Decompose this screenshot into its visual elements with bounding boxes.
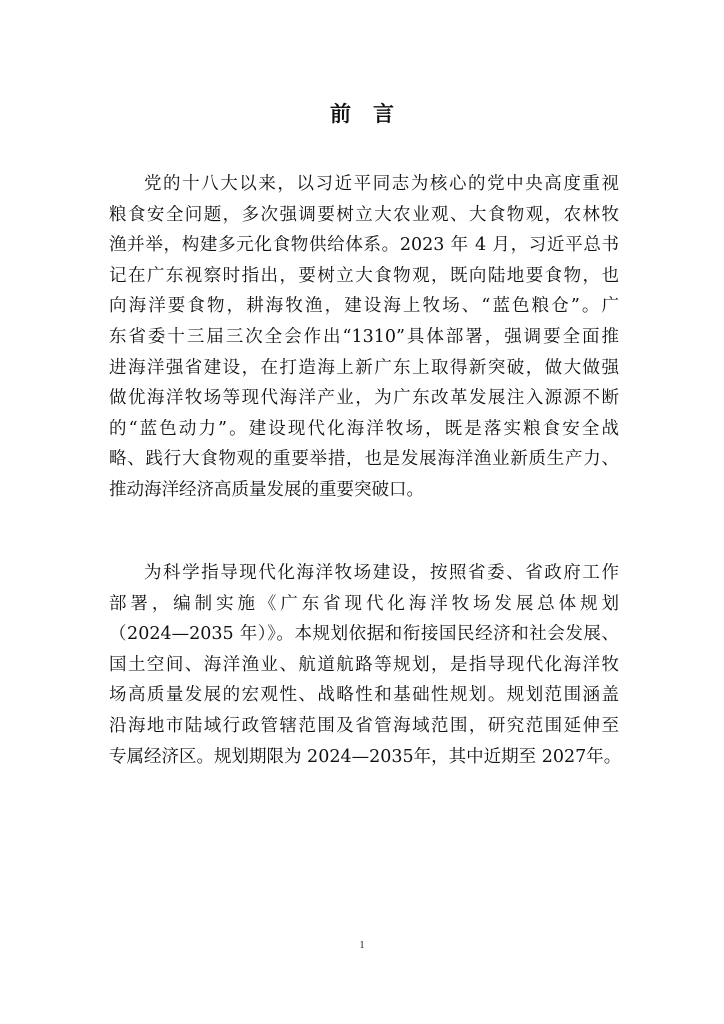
title-char-2: 言 xyxy=(373,101,394,126)
paragraph-line: 国土空间、海洋渔业、航道航路等规划，是指导现代化海洋牧 xyxy=(109,654,619,675)
paragraph-line: 略、践行大食物观的重要举措，也是发展海洋渔业新质生产力、 xyxy=(109,449,619,470)
paragraph-line: 向海洋要食物，耕海牧渔，建设海上牧场、“蓝色粮仓”。广 xyxy=(109,296,619,317)
paragraph-line: 推动海洋经济高质量发展的重要突破口。 xyxy=(109,479,424,500)
paragraph-line: 场高质量发展的宏观性、战略性和基础性规划。规划范围涵盖 xyxy=(109,685,619,706)
paragraph-line: 部署，编制实施《广东省现代化海洋牧场发展总体规划 xyxy=(109,593,619,614)
paragraph-1 xyxy=(109,169,619,506)
paragraph-line: 专属经济区。规划期限为 2024—2035年，其中近期至 2027年。 xyxy=(109,746,622,767)
paragraph-line: 记在广东视察时指出，要树立大食物观，既向陆地要食物，也 xyxy=(109,265,619,286)
paragraph-line: （2024—2035 年）》。本规划依据和衔接国民经济和社会发展、 xyxy=(109,624,619,645)
page-number: 1 xyxy=(359,940,365,951)
paragraph-line: 东省委十三届三次全会作出“1310”具体部署，强调要全面推 xyxy=(109,326,619,347)
title-char-1: 前 xyxy=(330,101,351,126)
paragraph-line: 为科学指导现代化海洋牧场建设，按照省委、省政府工作 xyxy=(144,563,619,583)
paragraph-line: 渔并举，构建多元化食物供给体系。2023 年 4 月，习近平总书 xyxy=(109,235,619,256)
page-title xyxy=(0,98,724,128)
paragraph-line: 进海洋强省建设，在打造海上新广东上取得新突破，做大做强 xyxy=(109,357,619,378)
paragraph-line: 的“蓝色动力”。建设现代化海洋牧场，既是落实粮食安全战 xyxy=(109,418,619,439)
paragraph-line: 粮食安全问题，多次强调要树立大农业观、大食物观，农林牧 xyxy=(109,204,619,225)
paragraph-2 xyxy=(109,558,622,772)
paragraph-line: 沿海地市陆域行政管辖范围及省管海域范围，研究范围延伸至 xyxy=(109,715,619,736)
paragraph-line: 党的十八大以来，以习近平同志为核心的党中央高度重视 xyxy=(144,174,619,194)
paragraph-line: 做优海洋牧场等现代海洋产业，为广东改革发展注入源源不断 xyxy=(109,388,619,409)
